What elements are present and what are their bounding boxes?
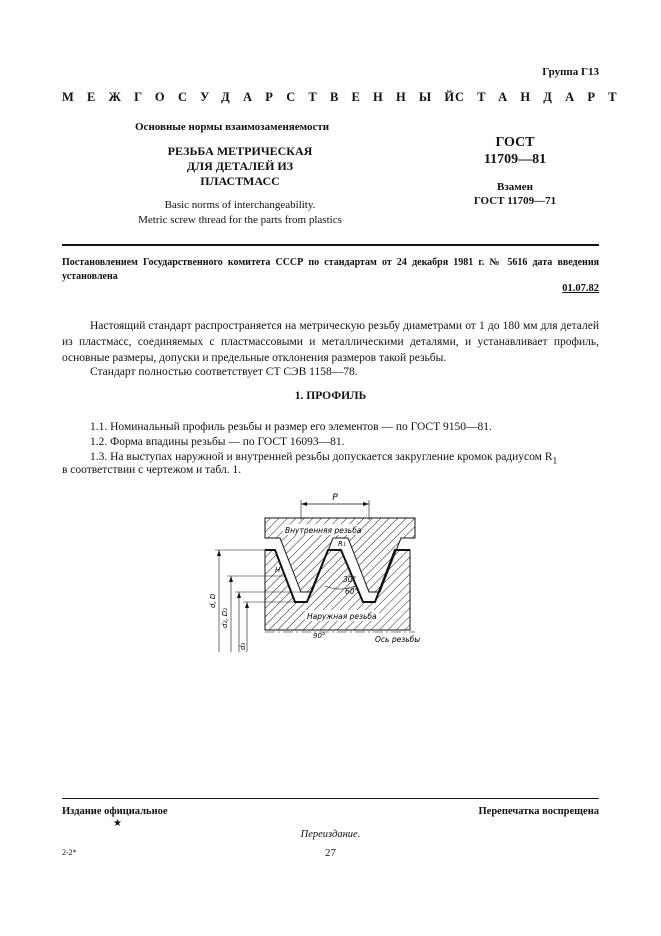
- print-code: 2-2*: [62, 848, 77, 857]
- section-title-profile: 1. ПРОФИЛЬ: [294, 390, 367, 402]
- official-edition-label: Издание официальное: [62, 806, 168, 817]
- diameter-d2-label: d₂, D₂: [221, 608, 229, 628]
- compliance-paragraph: Стандарт полностью соответствует СТ СЭВ 1158—78.: [90, 366, 358, 378]
- footer-divider: [62, 798, 599, 799]
- scope-paragraph: Настоящий стандарт распространяется на метрическую резьбу диаметрами от 1 до 180 мм для деталей из пластмасс, соединяемых с пластмассовыми и металлическими деталями, и устанавливает профиль, основные размеры, допуски и предельные отклонения размеров такой резьбы.: [62, 320, 599, 364]
- banner-interstate: МЕЖГОСУДАРСТВЕННЫЙ: [62, 90, 468, 104]
- document-title-en: [110, 198, 370, 228]
- page-number: 27: [325, 847, 336, 859]
- replaces-label: Взамен: [497, 181, 533, 193]
- clause-1-1: 1.1. Номинальный профиль резьбы и размер его элементов — по ГОСТ 9150—81.: [90, 421, 492, 433]
- thread-profile-drawing: [205, 490, 425, 660]
- internal-thread-label: Внутренняя резьба: [285, 526, 362, 535]
- title-line-2: ДЛЯ ДЕТАЛЕЙ ИЗ ПЛАСТМАСС: [186, 159, 294, 188]
- star-mark: ★: [113, 818, 122, 829]
- angle-60-label: 60°: [345, 587, 359, 596]
- document-title-ru: [150, 144, 330, 189]
- reprint-forbidden-label: Перепечатка воспрещена: [478, 806, 599, 817]
- pitch-label: P: [332, 493, 338, 503]
- replaces-block: [460, 180, 570, 208]
- diameter-d-label: d, D: [209, 593, 217, 608]
- clause-1-3-text: 1.3. На выступах наружной и внутренней резьбы допускается закругление кромок радиусом R: [90, 451, 553, 463]
- height-label: H: [275, 566, 281, 574]
- angle-90-label: 90°: [313, 632, 326, 640]
- diameter-d3-label: d₃: [239, 642, 247, 650]
- gost-label: ГОСТ: [495, 135, 535, 150]
- angle-30-label: 30°: [343, 575, 357, 584]
- gost-designation: [475, 134, 555, 168]
- title-en-line-1: Basic norms of interchangeability.: [164, 199, 316, 211]
- external-thread-label: Наружная резьба: [307, 612, 377, 621]
- thread-axis-label: Ось резьбы: [375, 635, 421, 644]
- header-divider: [62, 244, 599, 246]
- group-label: Группа Г13: [542, 66, 599, 78]
- clause-1-3-continuation: в соответствии с чертежом и табл. 1.: [62, 464, 242, 476]
- radius-label: R₁: [338, 540, 346, 548]
- replaces-number: ГОСТ 11709—71: [473, 195, 557, 207]
- title-en-line-2: Metric screw thread for the parts from plastics: [138, 214, 342, 226]
- basic-norms-title: Основные нормы взаимозаменяемости: [135, 121, 330, 133]
- clause-1-2: 1.2. Форма впадины резьбы — по ГОСТ 16093—81.: [90, 436, 345, 448]
- introduction-date: 01.07.82: [562, 283, 599, 294]
- decree-text: Постановлением Государственного комитета СССР по стандартам от 24 декабря 1981 г. № 5616 дата введения установлена: [62, 257, 599, 282]
- title-line-1: РЕЗЬБА МЕТРИЧЕСКАЯ: [167, 144, 313, 158]
- reissue-label: Переиздание.: [300, 829, 361, 840]
- clause-1-3-subscript: 1: [552, 455, 558, 467]
- banner-standard: СТАНДАРТ: [455, 90, 630, 104]
- gost-number: 11709—81: [483, 152, 547, 167]
